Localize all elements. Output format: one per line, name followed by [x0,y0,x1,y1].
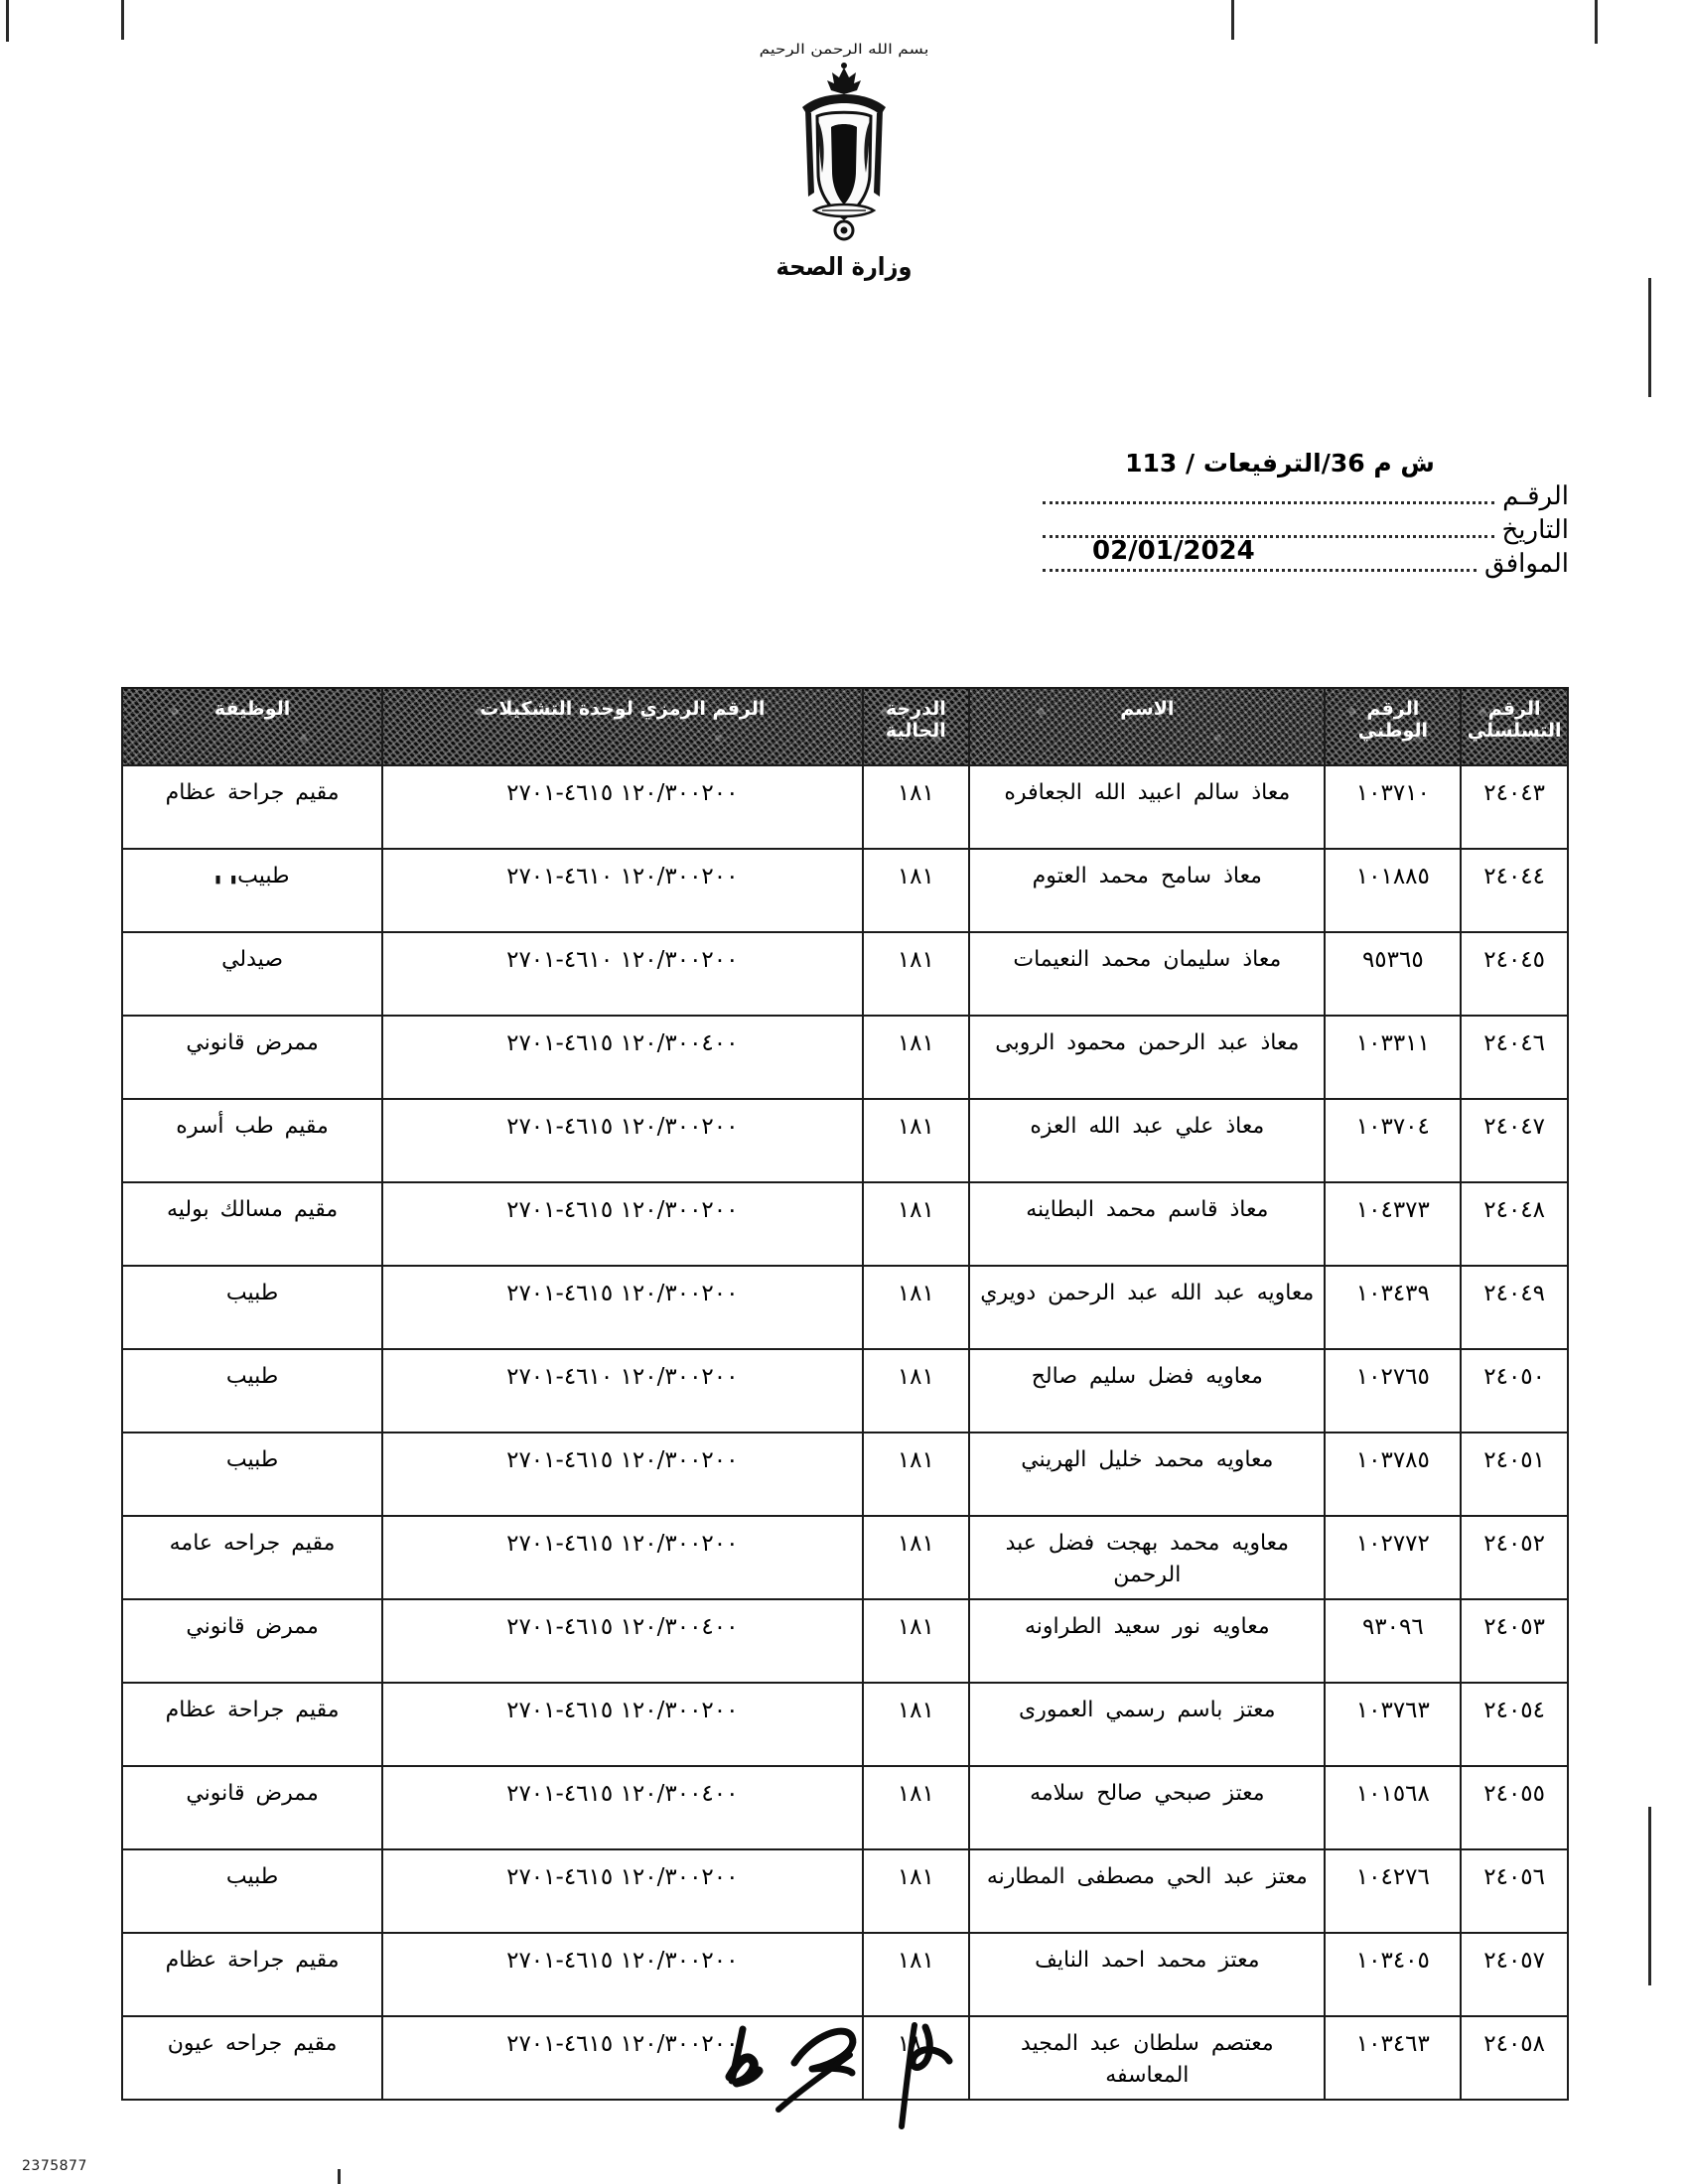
cell-civil-number-text: ١٠١٨٨٥ [1355,864,1430,889]
cell-org-code [382,1849,862,1933]
cell-org-code-text: ١٢٠/٣٠٠٢٠٠ ٤٦١٥-٢٧٠١ [506,1281,739,1306]
cell-name-text: معاذ سليمان محمد النعيمات [1013,947,1282,972]
cell-job-text: صيدلي [221,947,284,972]
column-header-serial-label: الرقم التسلسلي [1467,698,1562,743]
cell-name [969,765,1325,849]
cell-civil-number [1325,1516,1461,1599]
cell-name-text: معاذ سالم اعبيد الله الجعافره [1004,780,1291,805]
cell-grade-text: ١٨١ [897,1614,934,1640]
cell-civil-number-text: ١٠٣٧٨٥ [1355,1447,1430,1473]
cell-serial [1461,1849,1568,1933]
reference-number-row [1043,481,1569,511]
cell-grade [863,1182,970,1266]
cell-grade [863,1599,970,1683]
cell-org-code [382,1266,862,1349]
cell-org-code-text: ١٢٠/٣٠٠٤٠٠ ٤٦١٥-٢٧٠١ [506,1614,739,1640]
cell-grade-text: ١٨١ [897,1364,934,1390]
basmala-text: بسم الله الرحمن الرحيم [759,42,929,58]
column-header-grade [863,688,970,765]
cell-name [969,1099,1325,1182]
cell-job [122,1599,382,1683]
cell-job-text: طبيب [225,1447,279,1472]
cell-serial [1461,1599,1568,1683]
cell-civil-number [1325,1182,1461,1266]
cell-name [969,1599,1325,1683]
cell-name-text: معاذ قاسم محمد البطاينه [1026,1197,1269,1222]
cell-name-text: معاذ سامح محمد العتوم [1032,864,1262,888]
cell-org-code-text: ١٢٠/٣٠٠٢٠٠ ٤٦١٥-٢٧٠١ [506,1948,739,1974]
cell-job-text: مقيم طب أسره [176,1114,329,1139]
cell-name [969,1182,1325,1266]
cell-serial-text: ٢٤٠٥٦ [1483,1864,1546,1890]
reference-number-label: الرقـم [1502,481,1569,511]
cell-grade [863,1266,970,1349]
cell-civil-number-text: ١٠٤٣٧٣ [1355,1197,1430,1223]
reference-corresponding-dots [1043,536,1477,572]
signature-area [635,2015,1053,2164]
cell-grade-text: ١٨١ [897,1864,934,1890]
cell-civil-number-text: ١٠٣٧١٠ [1355,780,1430,806]
cell-serial [1461,765,1568,849]
cell-civil-number-text: ١٠٢٧٧٢ [1355,1531,1430,1557]
cell-job [122,1182,382,1266]
cell-job [122,1016,382,1099]
cell-name-text: معاويه نور سعيد الطراونه [1025,1614,1270,1639]
cell-grade-text: ١٨١ [897,1531,934,1557]
cell-job-text: ممرض قانوني [186,1781,319,1806]
table-row [122,1849,1568,1933]
cell-org-code-text: ١٢٠/٣٠٠٢٠٠ ٤٦١٥-٢٧٠١ [506,1531,739,1557]
cell-name [969,932,1325,1016]
cell-job [122,849,382,932]
cell-job-text: مقيم جراحة عظام [165,780,340,805]
cell-civil-number [1325,765,1461,849]
cell-job [122,1683,382,1766]
cell-grade-text: ١٨١ [897,864,934,889]
cell-org-code-text: ١٢٠/٣٠٠٢٠٠ ٤٦١٠-٢٧٠١ [506,1364,739,1390]
cell-job-text: طبيب [225,1864,279,1889]
cell-job-text: طبيب [225,1281,279,1305]
cell-org-code [382,1933,862,2016]
cell-org-code [382,765,862,849]
cell-civil-number-text: ١٠٢٧٦٥ [1355,1364,1430,1390]
cell-serial-text: ٢٤٠٥٨ [1483,2031,1546,2057]
cell-serial [1461,932,1568,1016]
reference-date-label: التاريخ [1501,515,1569,545]
cell-job [122,1933,382,2016]
cell-job [122,932,382,1016]
cell-name [969,1516,1325,1599]
cell-org-code [382,1599,862,1683]
cell-org-code [382,1016,862,1099]
table-row [122,765,1568,849]
cell-grade-text: ١٨١ [897,780,934,806]
cell-civil-number-text: ١٠٣٤٠٥ [1355,1948,1430,1974]
cell-job [122,1849,382,1933]
cell-serial-text: ٢٤٠٥٤ [1483,1698,1546,1723]
scan-edge-mark [1648,1807,1651,1985]
cell-job-text: مقيم مسالك بوليه [166,1197,339,1222]
column-header-org-code-label: الرقم الرمزي لوحدة التشكيلات [480,698,766,720]
scan-edge-mark [338,2169,341,2184]
cell-name [969,1266,1325,1349]
cell-serial-text: ٢٤٠٤٩ [1483,1281,1546,1306]
cell-name-text: معاذ علي عبد الله العزه [1030,1114,1265,1139]
cell-serial [1461,1516,1568,1599]
cell-civil-number [1325,1683,1461,1766]
letterhead [0,40,1688,281]
cell-civil-number [1325,1433,1461,1516]
cell-civil-number [1325,1266,1461,1349]
cell-job-text: طبيب [225,1364,279,1389]
reference-number-dots [1043,501,1494,504]
column-header-serial [1461,688,1568,765]
jordan-coat-of-arms-emblem [784,62,904,250]
cell-org-code-text: ١٢٠/٣٠٠٢٠٠ ٤٦١٥-٢٧٠١ [506,1197,739,1223]
cell-job [122,1266,382,1349]
cell-serial-text: ٢٤٠٤٦ [1483,1030,1546,1056]
cell-org-code [382,1349,862,1433]
scan-edge-mark [1595,0,1598,44]
cell-civil-number [1325,1016,1461,1099]
table-row [122,1349,1568,1433]
table-row [122,849,1568,932]
cell-grade [863,1016,970,1099]
cell-org-code-text: ١٢٠/٣٠٠٢٠٠ ٤٦١٥-٢٧٠١ [506,2031,739,2057]
cell-civil-number [1325,2016,1461,2100]
cell-serial-text: ٢٤٠٥٧ [1483,1948,1546,1974]
cell-serial [1461,1933,1568,2016]
table-body [122,765,1568,2100]
cell-grade [863,1516,970,1599]
promotions-table-wrapper [121,687,1569,2101]
cell-civil-number-text: ١٠٣٧٦٣ [1355,1698,1430,1723]
cell-serial [1461,1349,1568,1433]
cell-org-code [382,932,862,1016]
cell-org-code-text: ١٢٠/٣٠٠٢٠٠ ٤٦١٥-٢٧٠١ [506,1114,739,1140]
cell-grade-text: ١٨١ [897,1781,934,1807]
scan-edge-mark [1231,0,1234,40]
cell-grade [863,1766,970,1849]
cell-org-code [382,1683,862,1766]
table-row [122,1933,1568,2016]
table-row [122,1266,1568,1349]
cell-name-text: معاذ عبد الرحمن محمود الروبى [995,1030,1300,1055]
cell-serial-text: ٢٤٠٥١ [1483,1447,1546,1473]
cell-civil-number [1325,1849,1461,1933]
cell-grade-text: ١٨١ [897,1447,934,1473]
cell-name [969,1683,1325,1766]
cell-name [969,1433,1325,1516]
column-header-job-label: الوظيفة [213,698,291,720]
table-row [122,1766,1568,1849]
cell-grade [863,1349,970,1433]
cell-grade-text: ١٨١ [897,1114,934,1140]
cell-grade-text: ١٨١ [897,1698,934,1723]
column-header-civil-number [1325,688,1461,765]
cell-serial [1461,1433,1568,1516]
cell-job [122,1766,382,1849]
scan-artifact: ▮ ▮ [214,873,238,886]
cell-serial [1461,1683,1568,1766]
cell-org-code-text: ١٢٠/٣٠٠٢٠٠ ٤٦١٥-٢٧٠١ [506,1447,739,1473]
cell-serial [1461,1016,1568,1099]
cell-job-text: ممرض قانوني [186,1614,319,1639]
cell-serial-text: ٢٤٠٥٥ [1483,1781,1546,1807]
table-header-row [122,688,1568,765]
cell-org-code [382,1516,862,1599]
cell-grade-text: ١٨١ [897,1948,934,1974]
table-row [122,1099,1568,1182]
cell-job-text: مقيم جراحه عيون [167,2031,338,2056]
cell-org-code-text: ١٢٠/٣٠٠٢٠٠ ٤٦١٥-٢٧٠١ [506,1864,739,1890]
cell-grade [863,1849,970,1933]
table-row [122,1599,1568,1683]
cell-name [969,849,1325,932]
column-header-org-code [382,688,862,765]
cell-civil-number [1325,1349,1461,1433]
cell-serial [1461,849,1568,932]
cell-org-code [382,1182,862,1266]
cell-org-code-text: ١٢٠/٣٠٠٤٠٠ ٤٦١٥-٢٧٠١ [506,1781,739,1807]
cell-job [122,1349,382,1433]
cell-name-text: معاويه محمد خليل الهريني [1021,1447,1274,1472]
cell-civil-number-text: ١٠٣٣١١ [1355,1030,1430,1056]
cell-serial-text: ٢٤٠٥٠ [1483,1364,1546,1390]
cell-serial [1461,1099,1568,1182]
cell-org-code-text: ١٢٠/٣٠٠٢٠٠ ٤٦١٥-٢٧٠١ [506,780,739,806]
cell-grade-text: ١٨١ [897,1030,934,1056]
scan-edge-mark [121,0,124,40]
cell-job-text: مقيم جراحة عظام [165,1698,340,1722]
cell-org-code-text: ١٢٠/٣٠٠٤٠٠ ٤٦١٥-٢٧٠١ [506,1030,739,1056]
cell-serial [1461,1766,1568,1849]
cell-name-text: معاويه محمد بهجت فضل عبد الرحمن [1005,1531,1290,1587]
table-row [122,1182,1568,1266]
cell-org-code [382,1433,862,1516]
cell-job-text: مقيم جراحة عظام [165,1948,340,1973]
cell-grade [863,1433,970,1516]
cell-serial-text: ٢٤٠٥٢ [1483,1531,1546,1557]
table-row [122,1016,1568,1099]
cell-civil-number [1325,1099,1461,1182]
ministry-name: وزارة الصحة [775,252,913,281]
cell-civil-number [1325,932,1461,1016]
cell-name-text: معتز باسم رسمي العمورى [1019,1698,1276,1722]
cell-civil-number-text: ١٠٤٢٧٦ [1355,1864,1430,1890]
cell-serial [1461,1182,1568,1266]
cell-grade-text: ١٨١ [897,1197,934,1223]
cell-name-text: معاويه فضل سليم صالح [1031,1364,1263,1389]
column-header-civil-number-label: الرقم الوطني [1357,698,1429,743]
cell-serial [1461,1266,1568,1349]
column-header-name [969,688,1325,765]
cell-civil-number-text: ١٠٣٤٣٩ [1355,1281,1430,1306]
cell-job-text: ممرض قانوني [186,1030,319,1055]
cell-job [122,1516,382,1599]
column-header-grade-label: الدرجة الحالية [885,698,946,743]
cell-serial-text: ٢٤٠٤٣ [1483,780,1546,806]
cell-serial-text: ٢٤٠٤٤ [1483,864,1546,889]
reference-block [1043,449,1569,579]
cell-name-text: معتز عبد الحي مصطفى المطارنه [986,1864,1308,1889]
cell-serial [1461,2016,1568,2100]
cell-civil-number-text: ٩٣٠٩٦ [1361,1614,1424,1640]
cell-name [969,1933,1325,2016]
cell-name [969,1849,1325,1933]
cell-serial-text: ٢٤٠٤٨ [1483,1197,1546,1223]
cell-civil-number-text: ١٠٣٤٦٣ [1355,2031,1430,2057]
cell-grade [863,932,970,1016]
reference-corresponding-value: 02/01/2024 [1092,536,1255,566]
cell-job [122,1099,382,1182]
cell-name-text: معتز محمد احمد النايف [1035,1948,1260,1973]
table-header [122,688,1568,765]
cell-name [969,1766,1325,1849]
cell-grade [863,849,970,932]
cell-job [122,1433,382,1516]
cell-grade [863,1933,970,2016]
promotions-table [121,687,1569,2101]
cell-civil-number-text: ٩٥٣٦٥ [1361,947,1424,973]
cell-civil-number [1325,1933,1461,2016]
table-row [122,1516,1568,1599]
table-row [122,932,1568,1016]
cell-org-code [382,1099,862,1182]
cell-job-text: طبيب▮ ▮ [214,864,290,888]
reference-number-value: ش م 36/الترفيعات / 113 [1125,449,1435,478]
cell-job [122,765,382,849]
cell-name-text: معتز صبحي صالح سلامه [1030,1781,1265,1806]
cell-name [969,1016,1325,1099]
reference-corresponding-label: الموافق [1484,549,1569,579]
column-header-name-label: الاسم [1120,698,1175,720]
cell-serial-text: ٢٤٠٤٧ [1483,1114,1546,1140]
cell-serial-text: ٢٤٠٥٣ [1483,1614,1546,1640]
cell-name-text: معتصم سلطان عبد المجيد المعاسفه [1021,2031,1274,2088]
column-header-job [122,688,382,765]
cell-civil-number [1325,849,1461,932]
cell-civil-number [1325,1766,1461,1849]
cell-org-code [382,849,862,932]
cell-job [122,2016,382,2100]
cell-org-code-text: ١٢٠/٣٠٠٢٠٠ ٤٦١٥-٢٧٠١ [506,1698,739,1723]
reference-corresponding-row [1043,536,1569,579]
cell-grade [863,1099,970,1182]
cell-civil-number-text: ١٠٣٧٠٤ [1355,1114,1430,1140]
cell-name-text: معاويه عبد الله عبد الرحمن دويري [980,1281,1315,1305]
cell-serial-text: ٢٤٠٤٥ [1483,947,1546,973]
document-footer-code: 2375877 [22,2158,87,2174]
cell-grade-text: ١٨١ [897,2031,934,2057]
cell-grade-text: ١٨١ [897,947,934,973]
table-row [122,1683,1568,1766]
table-row [122,1433,1568,1516]
cell-grade [863,1683,970,1766]
cell-grade [863,765,970,849]
cell-civil-number-text: ١٠١٥٦٨ [1355,1781,1430,1807]
cell-name [969,1349,1325,1433]
cell-org-code [382,1766,862,1849]
scan-edge-mark [6,0,9,42]
cell-org-code-text: ١٢٠/٣٠٠٢٠٠ ٤٦١٠-٢٧٠١ [506,864,739,889]
cell-job-text: مقيم جراحه عامه [169,1531,336,1556]
cell-civil-number [1325,1599,1461,1683]
cell-grade-text: ١٨١ [897,1281,934,1306]
cell-org-code-text: ١٢٠/٣٠٠٢٠٠ ٤٦١٠-٢٧٠١ [506,947,739,973]
scan-edge-mark [1648,278,1651,397]
